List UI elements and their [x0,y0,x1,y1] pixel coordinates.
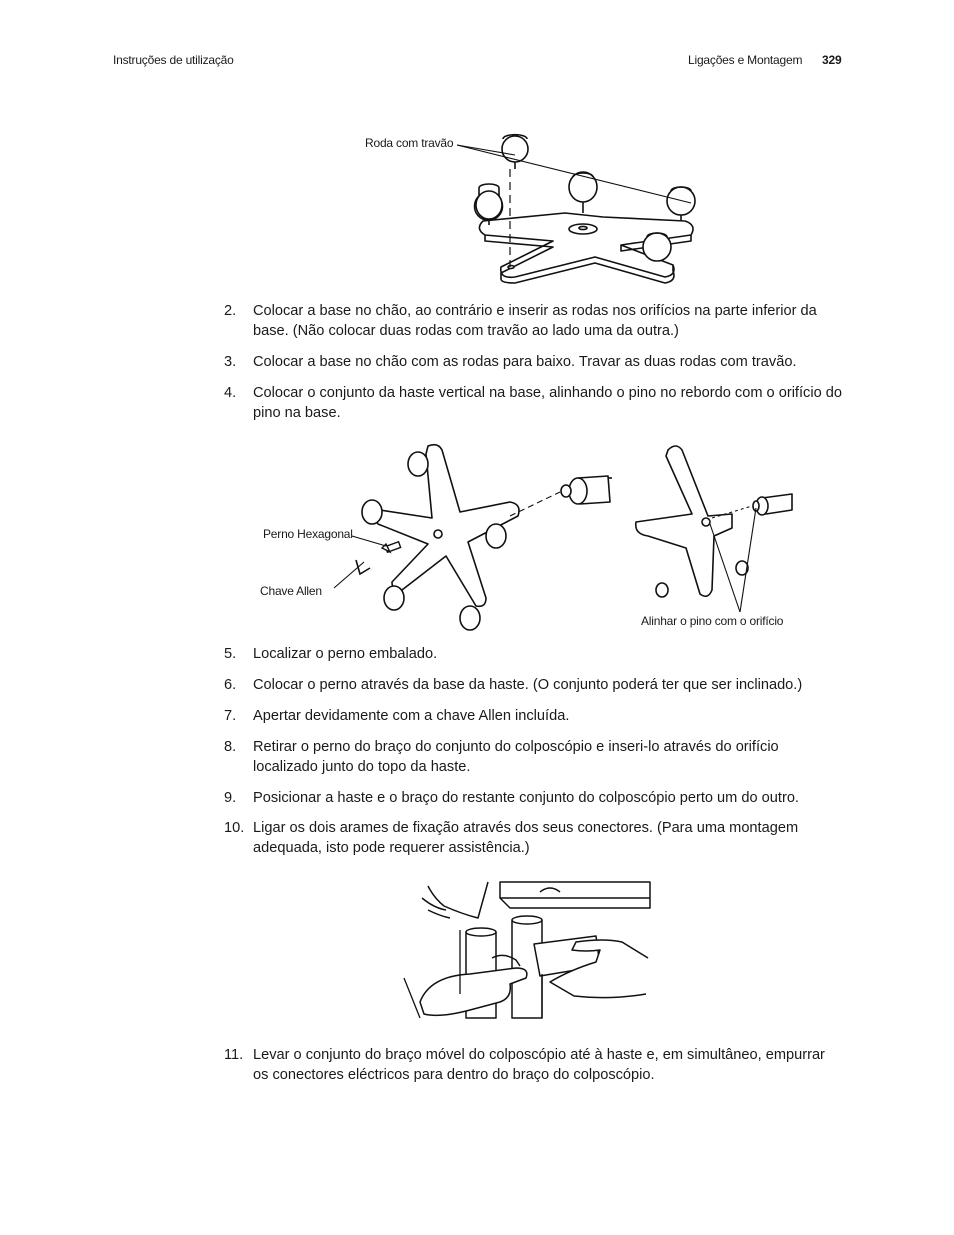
step-8 [224,738,844,777]
step-number: 2. [224,303,237,319]
step-text: Colocar a base no chão, ao contrário e inserir as rodas nos orifícios na parte inferior da base. (Não colocar duas rodas com travão ao lado uma da outra.) [253,303,817,339]
step-11 [224,1046,844,1085]
step-text: Levar o conjunto do braço móvel do colposcópio até à haste e, em simultâneo, empurrar os conectores eléctricos para dentro do braço do colposcópio. [253,1047,825,1083]
figure-bolt-assembly [330,440,800,640]
step-3 [224,353,844,373]
caption-hex-bolt: Perno Hexagonal [263,527,353,541]
step-4 [224,384,844,423]
step-2 [224,302,844,341]
page-number: 329 [822,53,842,67]
step-number: 4. [224,385,237,401]
step-10 [224,819,844,858]
step-number: 6. [224,677,237,693]
step-9 [224,789,844,809]
caption-locking-caster: Roda com travão [365,136,454,150]
step-text: Colocar a base no chão com as rodas para baixo. Travar as duas rodas com travão. [253,354,797,370]
step-text: Retirar o perno do braço do conjunto do colposcópio e inseri-lo através do orifício localizado junto do topo da haste. [253,739,779,775]
figure-caster-base [455,125,705,290]
step-number: 3. [224,354,237,370]
hands-connector-illustration [400,878,652,1022]
caption-allen-key: Chave Allen [260,584,322,598]
caption-align-pin: Alinhar o pino com o orifício [641,614,784,628]
step-7 [224,707,844,727]
step-number: 10. [224,820,245,836]
step-6 [224,676,844,696]
step-number: 8. [224,739,237,755]
step-number: 11. [224,1047,244,1063]
step-5 [224,645,844,665]
step-text: Posicionar a haste e o braço do restante conjunto do colposcópio perto um do outro. [253,790,799,806]
step-text: Colocar o perno através da base da haste. (O conjunto poderá ter que ser inclinado.) [253,677,803,693]
step-number: 5. [224,646,237,662]
step-text: Localizar o perno embalado. [253,646,438,662]
bolt-assembly-illustration [330,440,800,640]
caster-base-illustration [455,125,705,290]
step-number: 9. [224,790,237,806]
step-text: Ligar os dois arames de fixação através dos seus conectores. (Para uma montagem adequada, isto pode requerer assistência.) [253,820,799,856]
step-number: 7. [224,708,237,724]
step-text: Apertar devidamente com a chave Allen incluída. [253,708,570,724]
step-text: Colocar o conjunto da haste vertical na base, alinhando o pino no rebordo com o orifício do pino na base. [253,385,842,421]
figure-connecting-wires [400,878,652,1022]
running-header-title: Instruções de utilização [113,53,234,67]
running-header-section: Ligações e Montagem [688,53,803,67]
